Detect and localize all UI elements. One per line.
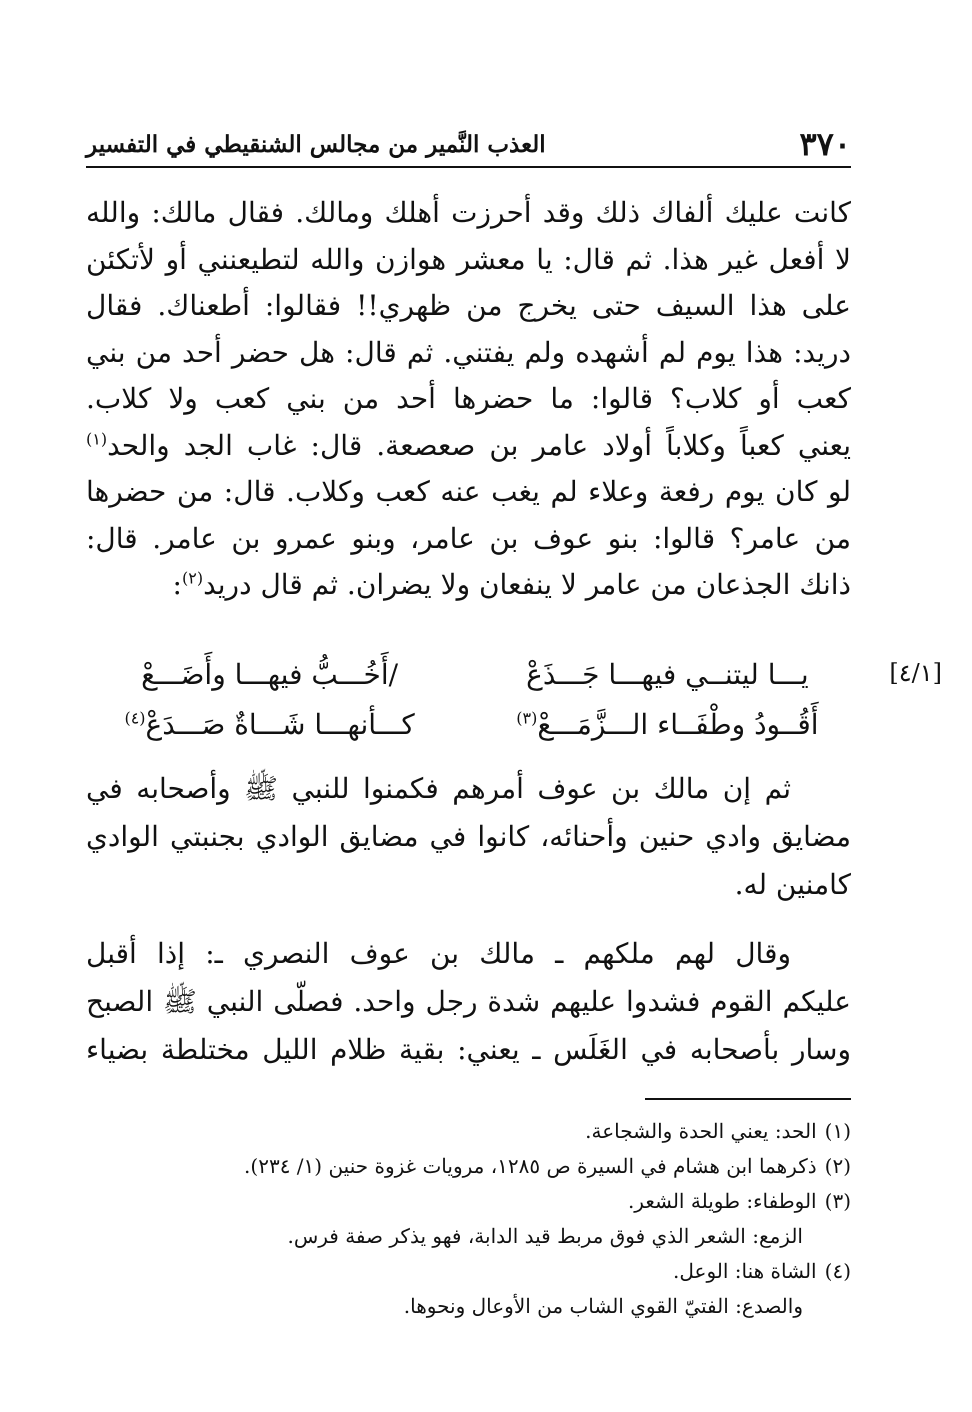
verse-2	[86, 700, 851, 750]
footnote-3-continued	[86, 1219, 851, 1254]
text-line-with-footnote	[86, 423, 851, 470]
hemistich-left: /أَخُـــبُّ فيهـــا وأَضَـــعْ	[141, 658, 399, 691]
text-line: على هذا السيف حتى يخرج من ظهري!! فقالوا: أطعناك. فقال	[86, 289, 851, 322]
footnote-number: (٤)	[824, 1259, 851, 1283]
footnote-text: الزمع: الشعر الذي فوق مربط قيد الدابة، فهو يذكر صفة فرس.	[287, 1224, 803, 1248]
text-line-with-footnote	[86, 562, 851, 609]
paragraph-3	[86, 930, 851, 1074]
footnote-4-continued	[86, 1289, 851, 1324]
text-line: مضايق وادي حنين وأحنائه، كانوا في مضايق الوادي بجنبتي الوادي	[86, 820, 851, 853]
footnote-text: الشاة هنا: الوعل.	[673, 1259, 817, 1283]
hemistich-right: يـــا ليتنــي فيهـــا جَـــذَعْ	[526, 658, 809, 691]
page-number: ٣٧٠	[799, 125, 851, 163]
footnote-text: الوطفاء: طويلة الشعر.	[627, 1189, 817, 1213]
footnote-divider	[645, 1098, 851, 1100]
hemistich-right	[484, 700, 851, 750]
poem	[86, 650, 851, 750]
colon: :	[172, 568, 182, 601]
text-segment: يعني كعباً وكلاباً أولاد عامر بن صعصعة. قال: غاب الجد والحد	[107, 428, 851, 462]
text-line: لو كان يوم رفعة وعلاء لم يغب عنه كعب وكلاب. قال: من حضرها	[86, 475, 851, 508]
text-line: كامنين له.	[734, 868, 851, 901]
footnote-ref-3: (٣)	[516, 708, 538, 728]
footnote-number: (١)	[824, 1119, 851, 1143]
text-line: وقال لهم ملكهم ـ مالك بن عوف النصري ـ: إذا أقبل	[86, 937, 791, 970]
text-line: وسار بأصحابه في الغَلَس ـ يعني: بقية ظلام الليل مختلطة بضياء	[86, 1033, 851, 1066]
paragraph-1	[86, 190, 851, 609]
text-line: دريد: هذا يوم لم أشهده ولم يفتني. ثم قال: هل حضر أحد من بني	[86, 335, 851, 369]
verse-1	[86, 650, 851, 700]
footnote-number: (٢)	[824, 1154, 851, 1178]
footnote-number: (٣)	[824, 1189, 851, 1213]
footnote-1	[86, 1114, 851, 1149]
footnote-2	[86, 1149, 851, 1184]
margin-reference: [٤/١]	[889, 659, 942, 687]
footnote-ref-4: (٤)	[124, 708, 146, 728]
text-line: ثم إن مالك بن عوف أمرهم فكمنوا للنبي ﷺ وأصحابه في	[86, 772, 791, 805]
hemistich-text: كـــأنهـــا شَـــاةٌ صَـــدَعْ	[145, 708, 415, 741]
paragraph-2	[86, 765, 851, 909]
footnote-ref-1: (١)	[86, 429, 108, 449]
hemistich-left	[86, 700, 453, 750]
text-line: عليكم القوم فشدوا عليهم شدة رجل واحد. فصلّى النبي ﷺ الصبح	[86, 985, 851, 1018]
text-line: من عامر؟ قالوا: بنو عوف بن عامر، وبنو عمرو بن عامر. قال:	[86, 521, 851, 555]
footnotes	[86, 1114, 851, 1324]
footnote-ref-2: (٢)	[181, 568, 204, 588]
page-header	[86, 122, 851, 168]
text-segment: ذانك الجذعان من عامر لا ينفعان ولا يضران. ثم قال دريد	[203, 568, 851, 601]
text-line: كانت عليك ألفاك ذلك وقد أحرزت أهلك ومالك. فقال مالك: والله	[86, 196, 851, 229]
footnote-4	[86, 1254, 851, 1289]
footnote-3	[86, 1184, 851, 1219]
text-line: لا أفعل غير هذا. ثم قال: يا معشر هوازن والله لتطيعنني أو لأتكئن	[86, 242, 851, 276]
running-title: العذب النَّمير من مجالس الشنقيطي في التفسير	[86, 130, 546, 158]
footnote-text: الحد: يعني الحدة والشجاعة.	[585, 1119, 817, 1143]
hemistich-text: أَقُــودُ وطْفَــاء الـــزَّمَـــعْ	[537, 708, 819, 741]
footnote-text: ذكرهما ابن هشام في السيرة ص ١٢٨٥، مرويات غزوة حنين (١/ ٢٣٤).	[244, 1154, 817, 1178]
footnote-text: والصدع: الفتيّ القوي الشاب من الأوعال ونحوها.	[403, 1294, 803, 1318]
text-line: كعب أو كلاب؟ قالوا: ما حضرها أحد من بني كعب ولا كلاب.	[86, 382, 851, 415]
